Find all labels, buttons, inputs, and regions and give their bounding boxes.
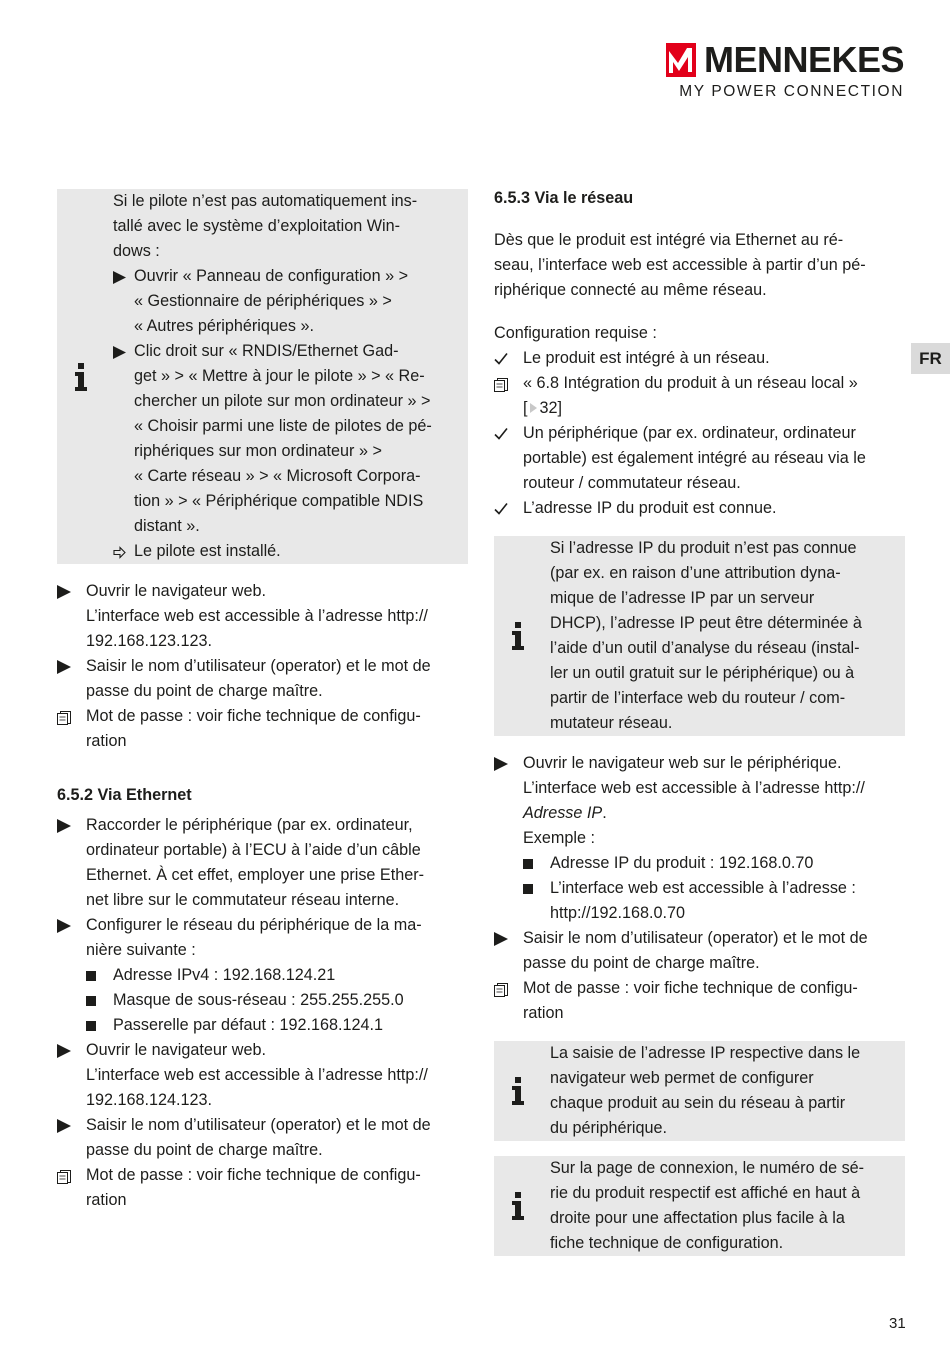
triangle-icon <box>494 757 508 771</box>
info-icon <box>511 1077 525 1105</box>
example-url: http://192.168.0.70 <box>550 904 686 922</box>
info-text-line: Sur la page de connexion, le numéro de sé- <box>550 1159 865 1177</box>
triangle-icon <box>57 1119 71 1133</box>
requirement-item <box>494 371 906 421</box>
info-text-line: mutateur réseau. <box>550 714 673 732</box>
bullet-item <box>523 876 906 926</box>
step-text-line: Mot de passe : voir fiche technique de configu- <box>523 979 858 997</box>
brand-logo <box>664 40 904 102</box>
step-password-note <box>494 976 906 1026</box>
info-text-line: chaque produit au sein du réseau à partir <box>550 1094 846 1112</box>
section-heading-network: 6.5.3 Via le réseau <box>494 189 634 207</box>
brand-name: MENNEKES <box>703 39 904 80</box>
bullet-text: L’interface web est accessible à l’adresse : <box>550 879 856 897</box>
requirement-text: Un périphérique (par ex. ordinateur, ordinateur <box>523 424 856 442</box>
step-text-line: chercher un pilote sur mon ordinateur » > <box>134 392 431 410</box>
requirement-text: portable) est également intégré au réseau via le <box>523 449 866 467</box>
info-text-line: rie du produit respectif est affiché en haut à <box>550 1184 861 1202</box>
mennekes-logo-icon <box>666 43 696 77</box>
info-text-line: l’aide d’un outil d’analyse du réseau (instal- <box>550 639 860 657</box>
info-text-line: navigateur web permet de configurer <box>550 1069 814 1087</box>
bullet-text: Adresse IPv4 : 192.168.124.21 <box>113 966 336 984</box>
requirement-text: L’adresse IP du produit est connue. <box>523 499 777 517</box>
triangle-icon <box>57 819 71 833</box>
triangle-icon <box>57 919 71 933</box>
document-icon <box>57 1170 71 1184</box>
placeholder-ip-address: Adresse IP <box>523 804 603 822</box>
requirement-text: routeur / commutateur réseau. <box>523 474 741 492</box>
paragraph-line: riphérique connecté au même réseau. <box>494 281 767 299</box>
info-box-ip-address <box>494 536 905 736</box>
info-text-line: (par ex. en raison d’une attribution dyna- <box>550 564 841 582</box>
page-ref-number: 32 <box>539 399 558 417</box>
step-text-line: net libre sur le commutateur réseau interne. <box>86 891 400 909</box>
step-text-line: Ouvrir le navigateur web. <box>86 582 266 600</box>
info-box-serial-number <box>494 1156 905 1256</box>
document-icon <box>57 711 71 725</box>
result-arrow-icon <box>113 546 126 559</box>
step-text-line: ration <box>86 732 127 750</box>
language-tab: FR <box>911 343 950 374</box>
step-text-line: « Choisir parmi une liste de pilotes de pé- <box>134 417 432 435</box>
requirement-text: Le produit est intégré à un réseau. <box>523 349 770 367</box>
square-bullet-icon <box>523 884 533 894</box>
step-text-line: passe du point de charge maître. <box>86 682 323 700</box>
square-bullet-icon <box>523 859 533 869</box>
step-text-line: L’interface web est accessible à l’adresse http:// <box>86 607 428 625</box>
info-text-line: du périphérique. <box>550 1119 667 1137</box>
info-box-configure-per-product <box>494 1041 905 1141</box>
info-text-line: droite pour une affectation plus facile à la <box>550 1209 845 1227</box>
triangle-icon <box>57 660 71 674</box>
requirement-item <box>494 346 906 371</box>
check-icon <box>494 427 508 441</box>
bullet-text: Masque de sous-réseau : 255.255.255.0 <box>113 991 404 1009</box>
step-text-line: Ouvrir le navigateur web. <box>86 1041 266 1059</box>
step-text-line: passe du point de charge maître. <box>523 954 760 972</box>
step-open-browser-device <box>494 751 906 926</box>
triangle-icon <box>113 346 126 359</box>
step-text-line: « Autres périphériques ». <box>134 317 314 335</box>
page-reference[interactable]: [ 32] <box>523 399 563 417</box>
square-bullet-icon <box>86 1021 96 1031</box>
document-icon <box>494 378 508 392</box>
brand-tagline: MY POWER CONNECTION <box>679 83 904 100</box>
info-text-line: Si l’adresse IP du produit n’est pas connue <box>550 539 857 557</box>
document-icon <box>494 983 508 997</box>
page-number: 31 <box>889 1315 906 1332</box>
step-text-line: Saisir le nom d’utilisateur (operator) et le mot de <box>86 1116 431 1134</box>
step-text-line: ration <box>86 1191 127 1209</box>
step-text-line: Ethernet. À cet effet, employer une prise Ether- <box>86 866 425 884</box>
info-icon <box>74 363 88 391</box>
info-icon <box>511 622 525 650</box>
info-icon <box>511 1192 525 1220</box>
step-text-line: riphériques sur mon ordinateur » > <box>134 442 382 460</box>
requirements-title: Configuration requise : <box>494 324 657 342</box>
bullet-item <box>86 988 469 1013</box>
intro-paragraph <box>494 228 906 303</box>
step-text-line: Saisir le nom d’utilisateur (operator) et le mot de <box>523 929 868 947</box>
paragraph-line: Dès que le produit est intégré via Ethernet au ré- <box>494 231 844 249</box>
step-text-line: « Gestionnaire de périphériques » > <box>134 292 392 310</box>
left-column <box>57 189 469 1213</box>
step-configure-network <box>57 913 469 1038</box>
requirement-item <box>494 496 906 521</box>
step-text-line: passe du point de charge maître. <box>86 1141 323 1159</box>
step-text-line <box>523 801 906 826</box>
check-icon <box>494 502 508 516</box>
result-text: Le pilote est installé. <box>134 542 281 560</box>
info-text-line: dows : <box>113 242 160 260</box>
bullet-item <box>86 1013 469 1038</box>
square-bullet-icon <box>86 971 96 981</box>
step-text-line: L’interface web est accessible à l’adresse http:// <box>523 779 865 797</box>
driver-step <box>113 264 462 339</box>
step-connect-device <box>57 813 469 913</box>
square-bullet-icon <box>86 996 96 1006</box>
step-text-line: 192.168.123.123. <box>86 632 213 650</box>
triangle-icon <box>113 271 126 284</box>
info-text-line: mique de l’adresse IP par un serveur <box>550 589 815 607</box>
driver-result <box>113 539 462 564</box>
info-text-line: Si le pilote n’est pas automatiquement ins- <box>113 192 418 210</box>
step-text-line: Raccorder le périphérique (par ex. ordinateur, <box>86 816 413 834</box>
step-text-line: « Carte réseau » > « Microsoft Corpora- <box>134 467 421 485</box>
step-text-line: Saisir le nom d’utilisateur (operator) et le mot de <box>86 657 431 675</box>
info-text-line: DHCP), l’adresse IP peut être déterminée à <box>550 614 862 632</box>
step-text-line: L’interface web est accessible à l’adresse http:// <box>86 1066 428 1084</box>
bullet-text: Adresse IP du produit : 192.168.0.70 <box>550 854 814 872</box>
bullet-item <box>86 963 469 988</box>
bullet-text: Passerelle par défaut : 192.168.124.1 <box>113 1016 383 1034</box>
step-open-browser <box>57 1038 469 1113</box>
triangle-icon <box>57 1044 71 1058</box>
info-text-line: partir de l’interface web du routeur / com- <box>550 689 846 707</box>
step-text-line: ordinateur portable) à l’ECU à l’aide d’un câble <box>86 841 421 859</box>
step-text-line: ration <box>523 1004 564 1022</box>
requirement-item <box>494 421 906 496</box>
step-password-note <box>57 1163 469 1213</box>
step-text-line: nière suivante : <box>86 941 196 959</box>
step-text-line: get » > « Mettre à jour le pilote » > « Re- <box>134 367 425 385</box>
step-text-line: distant ». <box>134 517 200 535</box>
step-text-line: Ouvrir « Panneau de configuration » > <box>134 267 409 285</box>
paragraph-line: seau, l’interface web est accessible à partir d’un pé- <box>494 256 866 274</box>
page-ref-arrow-icon <box>529 402 538 414</box>
info-text-line: fiche technique de configuration. <box>550 1234 784 1252</box>
info-text-line: ler un outil gratuit sur le périphérique) ou à <box>550 664 855 682</box>
punctuation: . <box>602 804 607 822</box>
cross-reference-link[interactable]: « 6.8 Intégration du produit à un réseau local » <box>523 374 858 392</box>
step-text-line: Mot de passe : voir fiche technique de configu- <box>86 1166 421 1184</box>
info-text-line: La saisie de l’adresse IP respective dans le <box>550 1044 861 1062</box>
step-password-note <box>57 704 469 754</box>
driver-step <box>113 339 462 539</box>
info-box-driver <box>57 189 468 564</box>
step-enter-credentials <box>57 1113 469 1163</box>
step-text-line: Mot de passe : voir fiche technique de configu- <box>86 707 421 725</box>
step-text-line: 192.168.124.123. <box>86 1091 213 1109</box>
right-column <box>494 186 906 1256</box>
step-enter-credentials <box>494 926 906 976</box>
example-label: Exemple : <box>523 829 595 847</box>
step-open-browser <box>57 579 469 654</box>
triangle-icon <box>57 585 71 599</box>
triangle-icon <box>494 932 508 946</box>
info-text-line: tallé avec le système d’exploitation Win- <box>113 217 401 235</box>
step-text-line: Configurer le réseau du périphérique de la ma- <box>86 916 422 934</box>
step-text-line: tion » > « Périphérique compatible NDIS <box>134 492 424 510</box>
section-heading-ethernet: 6.5.2 Via Ethernet <box>57 786 192 804</box>
bullet-item <box>523 851 906 876</box>
step-enter-credentials <box>57 654 469 704</box>
step-text-line: Clic droit sur « RNDIS/Ethernet Gad- <box>134 342 399 360</box>
step-text-line: Ouvrir le navigateur web sur le périphérique. <box>523 754 842 772</box>
check-icon <box>494 352 508 366</box>
